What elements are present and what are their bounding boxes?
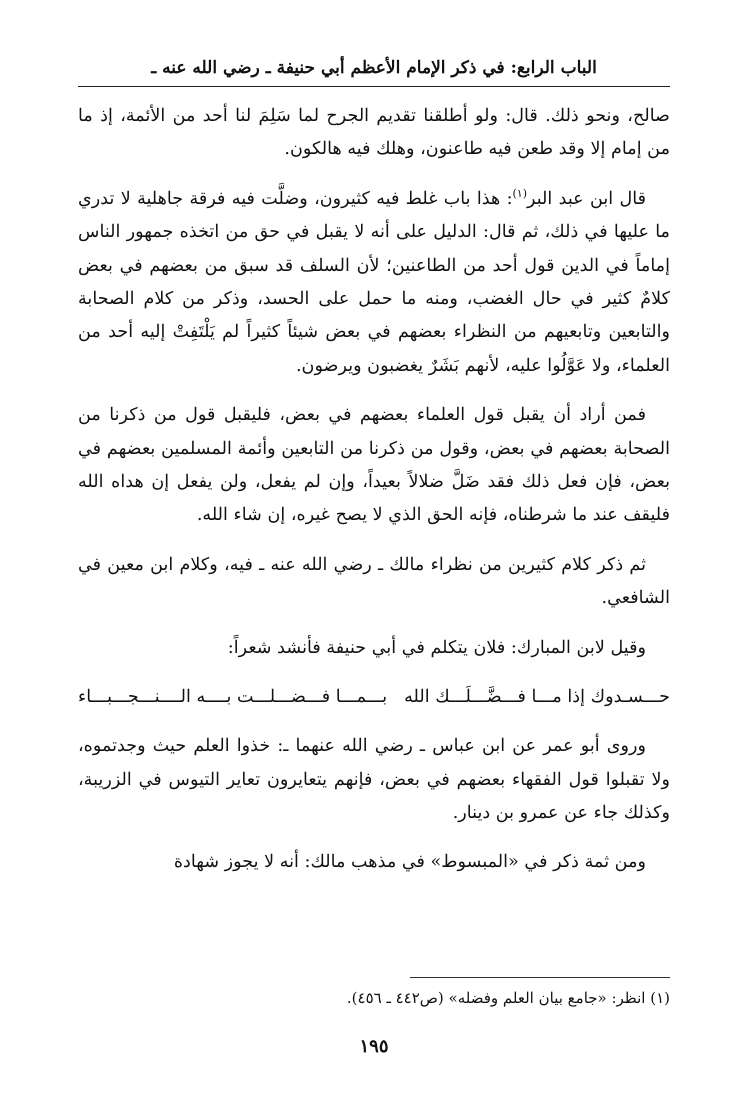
verse-right-hemistich: حـــسـدوك إذا مـــا فـــضَّـــلَـــك الله <box>404 687 670 708</box>
paragraph-7: ومن ثمة ذكر في «المبسوط» في مذهب مالك: أنه لا يجوز شهادة <box>173 852 646 873</box>
footnote-marker: (١) <box>512 186 528 200</box>
running-header: الباب الرابع: في ذكر الإمام الأعظم أبي حنيفة ـ رضي الله عنه ـ <box>78 58 670 87</box>
paragraph-1: صالح، ونحو ذلك. قال: ولو أطلقنا تقديم الجرح لما سَلِمَ لنا أحد من الأئمة، إذ ما من إمام إلا وقد طعن فيه طاعنون، وهلك فيه هالكون. <box>78 106 670 160</box>
quote-rest: : هذا باب غلط فيه كثيرون، وضلَّت فيه فرقة <box>189 188 513 209</box>
poem-verse <box>78 681 670 714</box>
page-number: ١٩٥ <box>359 1036 389 1057</box>
paragraph-5: وقيل لابن المبارك: فلان يتكلم في أبي حنيفة فأنشد شعراً: <box>227 637 646 658</box>
quote-intro: قال ابن عبد البر <box>527 188 647 209</box>
paragraph-2-lead <box>78 183 670 383</box>
footnote-divider <box>410 977 670 978</box>
footnote: (١) انظر: «جامع بيان العلم وفضله» (ص٤٤٢ ـ ٤٥٦). <box>346 989 670 1007</box>
main-text <box>78 100 670 880</box>
paragraph-3: فمن أراد أن يقبل قول العلماء بعضهم في بعض، فليقبل قول من ذكرنا من الصحابة بعضهم في بعض، وقول من ذكرنا من التابعين وأئمة المسلمين بعضهم في بعض، فإن فعل ذلك فقد ضَلَّ ضلالاً بعيداً، وإن لم يفعل، ولن يفعل إن هداه الله فليقف عند ما شرطناه، فإنه الحق الذي لا يصح غيره، إن شاء الله. <box>78 405 670 526</box>
paragraph-6: وروى أبو عمر عن ابن عباس ـ رضي الله عنهما ـ: خذوا العلم حيث وجدتموه، ولا تقبلوا قول الفقهاء بعضهم في بعض، فإنهم يتعايرون تعاير التيوس في الزريبة، وكذلك جاء عن عمرو بن دينار. <box>78 736 670 823</box>
paragraph-2: جاهلية لا تدري ما عليها في ذلك، ثم قال: الدليل على أنه لا يقبل في حق من اتخذه جمهور الناس إماماً في الدين قول أحد من الطاعنين؛ لأن السلف قد سبق من بعضهم في بعض كلامٌ كثير في حال الغضب، ومنه ما حمل على الحسد، وذكر من كلام الصحابة والتابعين وتابعيهم من النظراء بعضهم في بعض شيئاً كثيراً لم يَلْتَفِتْ إليه أحد من العلماء، ولا عَوَّلُوا عليه، لأنهم بَشَرٌ يغضبون ويرضون. <box>78 188 670 376</box>
verse-left-hemistich: بـــمـــا فـــضـــلـــت بــــه الــــنـــجـــبـــاء <box>78 687 388 708</box>
paragraph-4: ثم ذكر كلام كثيرين من نظراء مالك ـ رضي الله عنه ـ فيه، وكلام ابن معين في الشافعي. <box>78 554 670 609</box>
